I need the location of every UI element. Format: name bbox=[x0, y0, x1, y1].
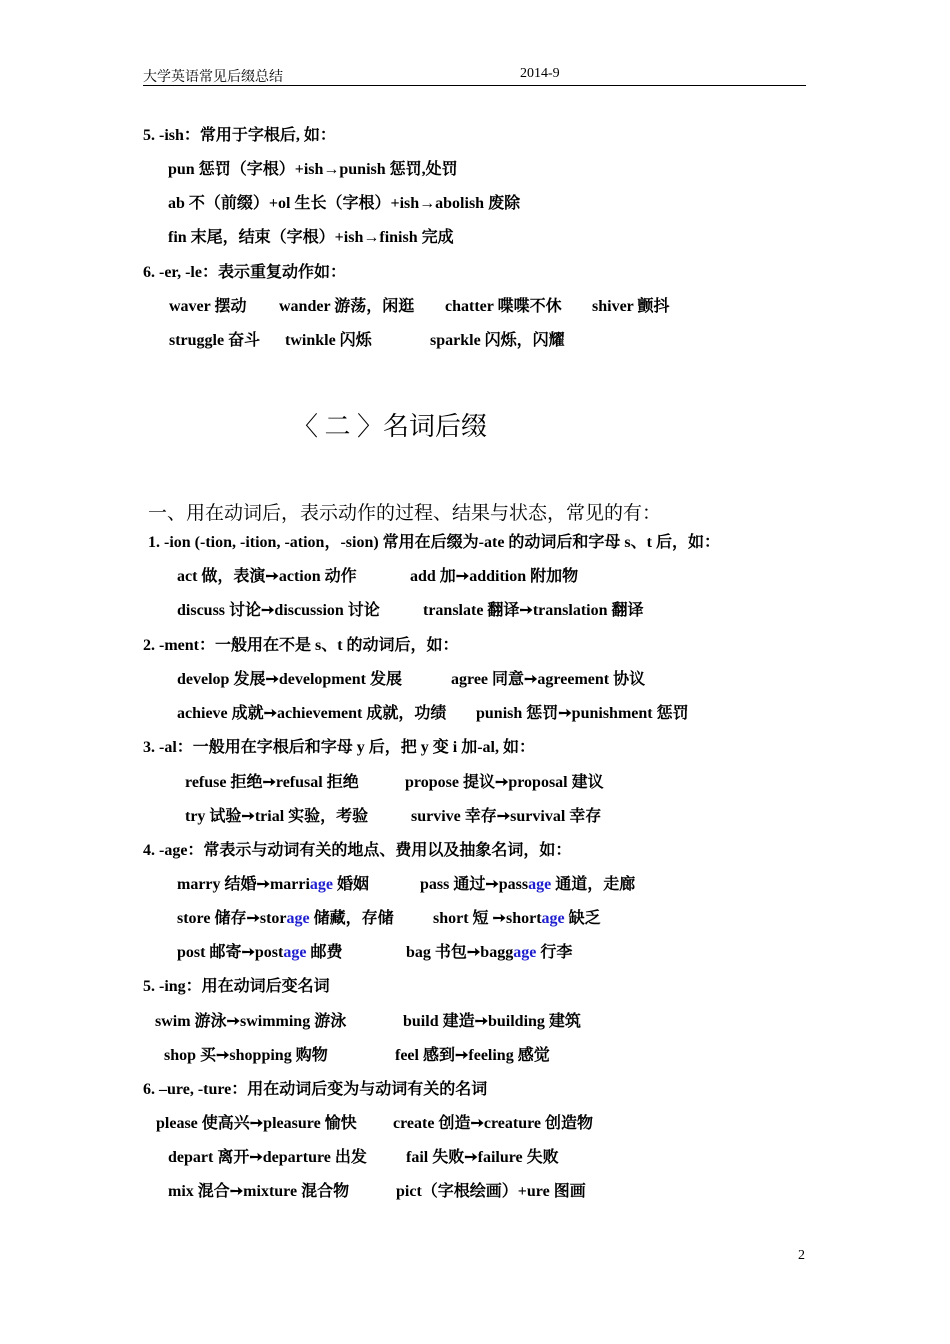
ion-example: act 做，表演➙action 动作 bbox=[177, 568, 357, 585]
al-example: propose 提议➙proposal 建议 bbox=[405, 774, 604, 791]
ment-heading: 2. -ment：一般用在不是 s、t 的动词后，如： bbox=[143, 637, 459, 654]
er-le-example: shiver 颤抖 bbox=[592, 298, 670, 315]
age-example-short bbox=[433, 909, 601, 929]
ure-example: depart 离开➙departure 出发 bbox=[168, 1149, 367, 1166]
suffix-highlight: age bbox=[309, 876, 334, 893]
example-meaning: 行李 bbox=[536, 944, 573, 961]
ion-example: add 加➙addition 附加物 bbox=[410, 568, 579, 585]
example-meaning: 通道，走廊 bbox=[551, 876, 636, 893]
example-stem: bag 书包➙bagg bbox=[406, 944, 514, 961]
er-le-example: twinkle 闪烁 bbox=[285, 332, 372, 349]
section-title: 〈 二 〉名词后缀 bbox=[292, 412, 488, 441]
example-meaning: 缺乏 bbox=[564, 910, 601, 927]
ish-example: ab 不（前缀）+ol 生长（字根）+ish→abolish 废除 bbox=[168, 195, 521, 212]
ion-example: discuss 讨论➙discussion 讨论 bbox=[177, 602, 380, 619]
example-stem: post 邮寄➙post bbox=[177, 944, 284, 961]
al-example: try 试验➙trial 实验，考验 bbox=[185, 808, 369, 825]
age-example-pass bbox=[420, 875, 635, 895]
suffix-highlight: age bbox=[283, 944, 307, 961]
ish-example: fin 末尾，结束（字根）+ish→finish 完成 bbox=[168, 229, 454, 246]
ment-example: agree 同意➙agreement 协议 bbox=[451, 671, 646, 688]
age-heading: 4. -age：常表示与动词有关的地点、费用以及抽象名词，如： bbox=[143, 842, 572, 859]
suffix-highlight: age bbox=[528, 876, 552, 893]
ion-heading: 1. -ion (-tion, -ition, -ation，-sion) 常用在后缀为-ate 的动词后和字母 s、t 后，如： bbox=[148, 534, 720, 551]
age-example-post bbox=[177, 943, 342, 963]
suffix-highlight: age bbox=[541, 910, 565, 927]
ure-example: fail 失败➙failure 失败 bbox=[406, 1149, 559, 1166]
ing-example: feel 感到➙feeling 感觉 bbox=[395, 1047, 550, 1064]
ment-example: achieve 成就➙achievement 成就，功绩 bbox=[177, 705, 447, 722]
er-le-example: struggle 奋斗 bbox=[169, 332, 261, 349]
example-stem: marry 结婚➙marri bbox=[177, 876, 310, 893]
suffix-highlight: age bbox=[286, 910, 310, 927]
suffix-highlight: age bbox=[513, 944, 537, 961]
er-le-example: chatter 喋喋不休 bbox=[445, 298, 562, 315]
example-meaning: 婚姻 bbox=[333, 876, 370, 893]
example-stem: store 储存➙stor bbox=[177, 910, 287, 927]
ion-example: translate 翻译➙translation 翻译 bbox=[423, 602, 644, 619]
example-stem: short 短 ➙short bbox=[433, 910, 542, 927]
subsection-title: 一、用在动词后，表示动作的过程、结果与状态，常见的有： bbox=[148, 503, 662, 524]
header-title: 大学英语常见后缀总结 bbox=[143, 70, 283, 85]
ish-heading: 5. -ish：常用于字根后, 如： bbox=[143, 127, 336, 144]
al-heading: 3. -al：一般用在字根后和字母 y 后，把 y 变 i 加-al, 如： bbox=[143, 739, 535, 756]
ure-example: please 使高兴➙pleasure 愉快 bbox=[156, 1115, 357, 1132]
ing-example: build 建造➙building 建筑 bbox=[403, 1013, 581, 1030]
er-le-example: sparkle 闪烁，闪耀 bbox=[430, 332, 565, 349]
ish-example: pun 惩罚（字根）+ish→punish 惩罚,处罚 bbox=[168, 161, 458, 178]
al-example: survive 幸存➙survival 幸存 bbox=[411, 808, 602, 825]
example-stem: pass 通过➙pass bbox=[420, 876, 529, 893]
ing-example: shop 买➙shopping 购物 bbox=[164, 1047, 328, 1064]
ment-example: develop 发展➙development 发展 bbox=[177, 671, 402, 688]
header-date: 2014-9 bbox=[520, 66, 560, 81]
header-rule bbox=[143, 85, 806, 86]
ure-example: pict（字根绘画）+ure 图画 bbox=[396, 1183, 586, 1200]
ure-example: mix 混合➙mixture 混合物 bbox=[168, 1183, 350, 1200]
ing-heading: 5. -ing：用在动词后变名词 bbox=[143, 978, 330, 995]
age-example-bag bbox=[406, 943, 572, 963]
example-meaning: 邮费 bbox=[306, 944, 343, 961]
example-meaning: 储藏，存储 bbox=[309, 910, 394, 927]
ing-example: swim 游泳➙swimming 游泳 bbox=[155, 1013, 347, 1030]
age-example-marry bbox=[177, 875, 369, 895]
page-number: 2 bbox=[798, 1248, 805, 1263]
er-le-example: waver 摆动 bbox=[169, 298, 247, 315]
ure-example: create 创造➙creature 创造物 bbox=[393, 1115, 594, 1132]
ment-example: punish 惩罚➙punishment 惩罚 bbox=[476, 705, 689, 722]
er-le-example: wander 游荡，闲逛 bbox=[279, 298, 415, 315]
ure-heading: 6. –ure, -ture：用在动词后变为与动词有关的名词 bbox=[143, 1081, 488, 1098]
al-example: refuse 拒绝➙refusal 拒绝 bbox=[185, 774, 359, 791]
er-le-heading: 6. -er, -le：表示重复动作如： bbox=[143, 264, 346, 281]
age-example-store bbox=[177, 909, 394, 929]
